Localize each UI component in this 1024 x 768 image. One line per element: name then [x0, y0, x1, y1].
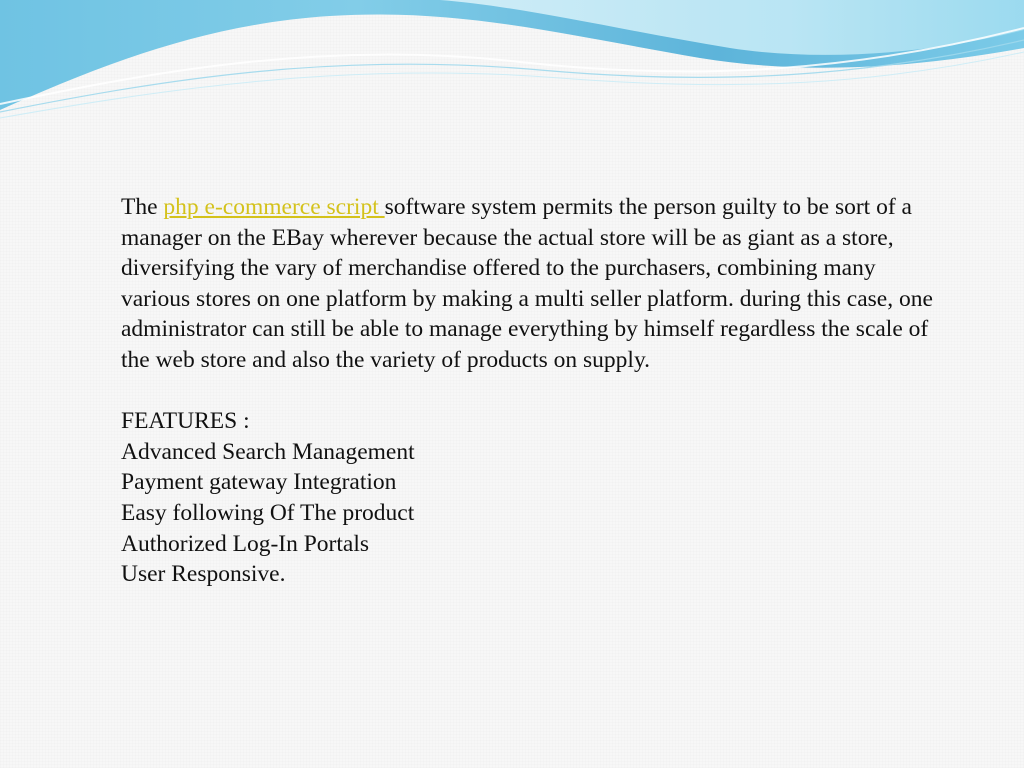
features-list [121, 437, 941, 590]
feature-item-user-responsive: User Responsive. [121, 561, 286, 588]
feature-item-authorized-login: Authorized Log-In Portals [121, 530, 370, 557]
intro-lead-text: The [121, 194, 164, 220]
feature-item-easy-following: Easy following Of The product [121, 499, 415, 526]
feature-item-payment-gateway: Payment gateway Integration [121, 469, 397, 496]
feature-item-advanced-search: Advanced Search Management [121, 438, 415, 465]
slide-body [121, 192, 941, 590]
decorative-wave-header [0, 0, 1024, 130]
features-section [121, 406, 941, 590]
php-ecommerce-script-link[interactable]: php e-commerce script [163, 194, 385, 220]
features-heading: FEATURES : [121, 408, 250, 435]
intro-body-text: software system permits the person guilty to be sort of a manager on the EBay wherever because the actual store will be as giant as a store, diversifying the vary of merchandise offered to the purchasers, combining many various stores on one platform by making a multi seller platform. during this case, one administrator can still be able to manage everything by himself regardless the scale of the web store and also the variety of products on supply. [121, 194, 933, 373]
intro-paragraph [121, 192, 941, 376]
